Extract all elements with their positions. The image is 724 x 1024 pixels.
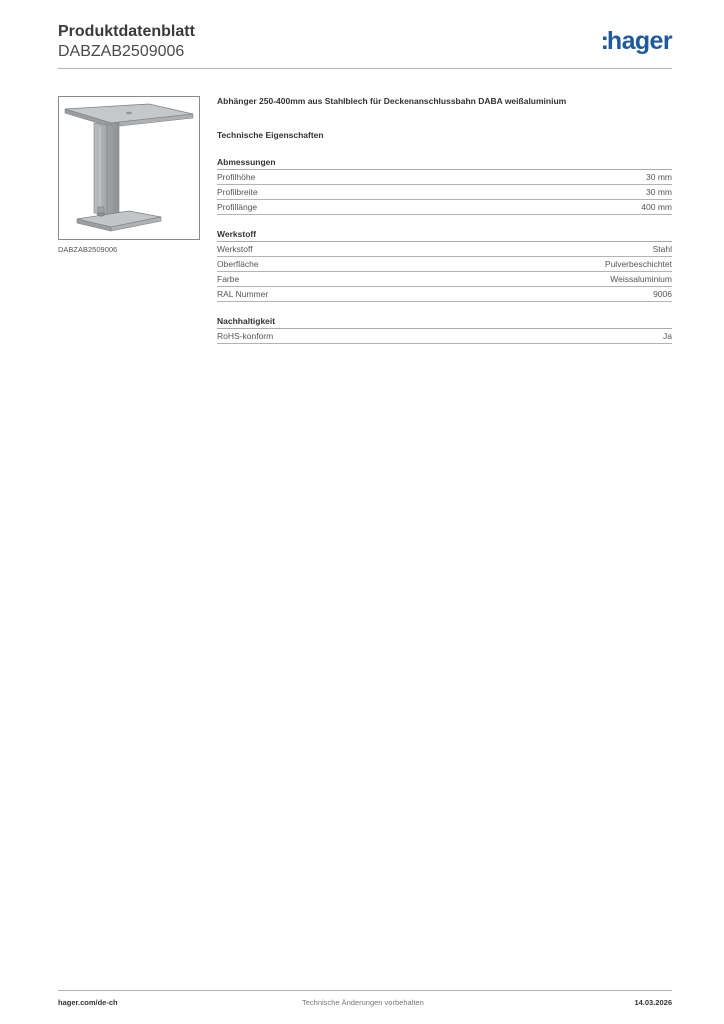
property-label: RoHS-konform	[217, 331, 274, 341]
footer-date: 14.03.2026	[634, 998, 672, 1007]
property-value: 30 mm	[646, 172, 672, 182]
hager-logo	[601, 28, 672, 54]
product-image	[58, 96, 200, 240]
footer-notice: Technische Änderungen vorbehalten	[302, 998, 424, 1007]
property-row	[217, 242, 672, 257]
footer-divider	[58, 990, 672, 991]
property-row	[217, 200, 672, 215]
document-title: Produktdatenblatt	[58, 23, 195, 40]
document-header	[58, 22, 195, 61]
property-row	[217, 287, 672, 302]
property-label: Oberfläche	[217, 259, 259, 269]
image-caption: DABZAB2509006	[58, 245, 118, 254]
property-value: 9006	[653, 289, 672, 299]
product-details	[217, 96, 672, 344]
section-title: Abmessungen	[217, 157, 672, 170]
property-value: Stahl	[652, 244, 672, 254]
property-row	[217, 257, 672, 272]
property-row	[217, 329, 672, 344]
section-material	[217, 229, 672, 302]
product-hanger-image	[59, 97, 199, 239]
section-title: Werkstoff	[217, 229, 672, 242]
property-value: 400 mm	[641, 202, 672, 212]
property-label: Farbe	[217, 274, 240, 284]
property-row	[217, 170, 672, 185]
product-description: Abhänger 250-400mm aus Stahlblech für Deckenanschlussbahn DABA weißaluminium	[217, 96, 567, 106]
property-label: RAL Nummer	[217, 289, 269, 299]
property-value: Ja	[663, 331, 672, 341]
property-label: Profilbreite	[217, 187, 258, 197]
footer-website: hager.com/de-ch	[58, 998, 118, 1007]
property-row	[217, 272, 672, 287]
product-code: DABZAB2509006	[58, 43, 185, 60]
property-label: Werkstoff	[217, 244, 253, 254]
logo-colon: :	[600, 27, 607, 55]
property-row	[217, 185, 672, 200]
technical-properties-heading: Technische Eigenschaften	[217, 130, 324, 140]
section-dimensions	[217, 157, 672, 215]
property-value: Weissaluminium	[610, 274, 672, 284]
section-sustainability	[217, 316, 672, 344]
section-title: Nachhaltigkeit	[217, 316, 672, 329]
property-value: 30 mm	[646, 187, 672, 197]
property-label: Profilhöhe	[217, 172, 256, 182]
property-label: Profillänge	[217, 202, 258, 212]
property-value: Pulverbeschichtet	[604, 259, 672, 269]
header-divider	[58, 68, 672, 69]
logo-text: hager	[606, 27, 672, 55]
